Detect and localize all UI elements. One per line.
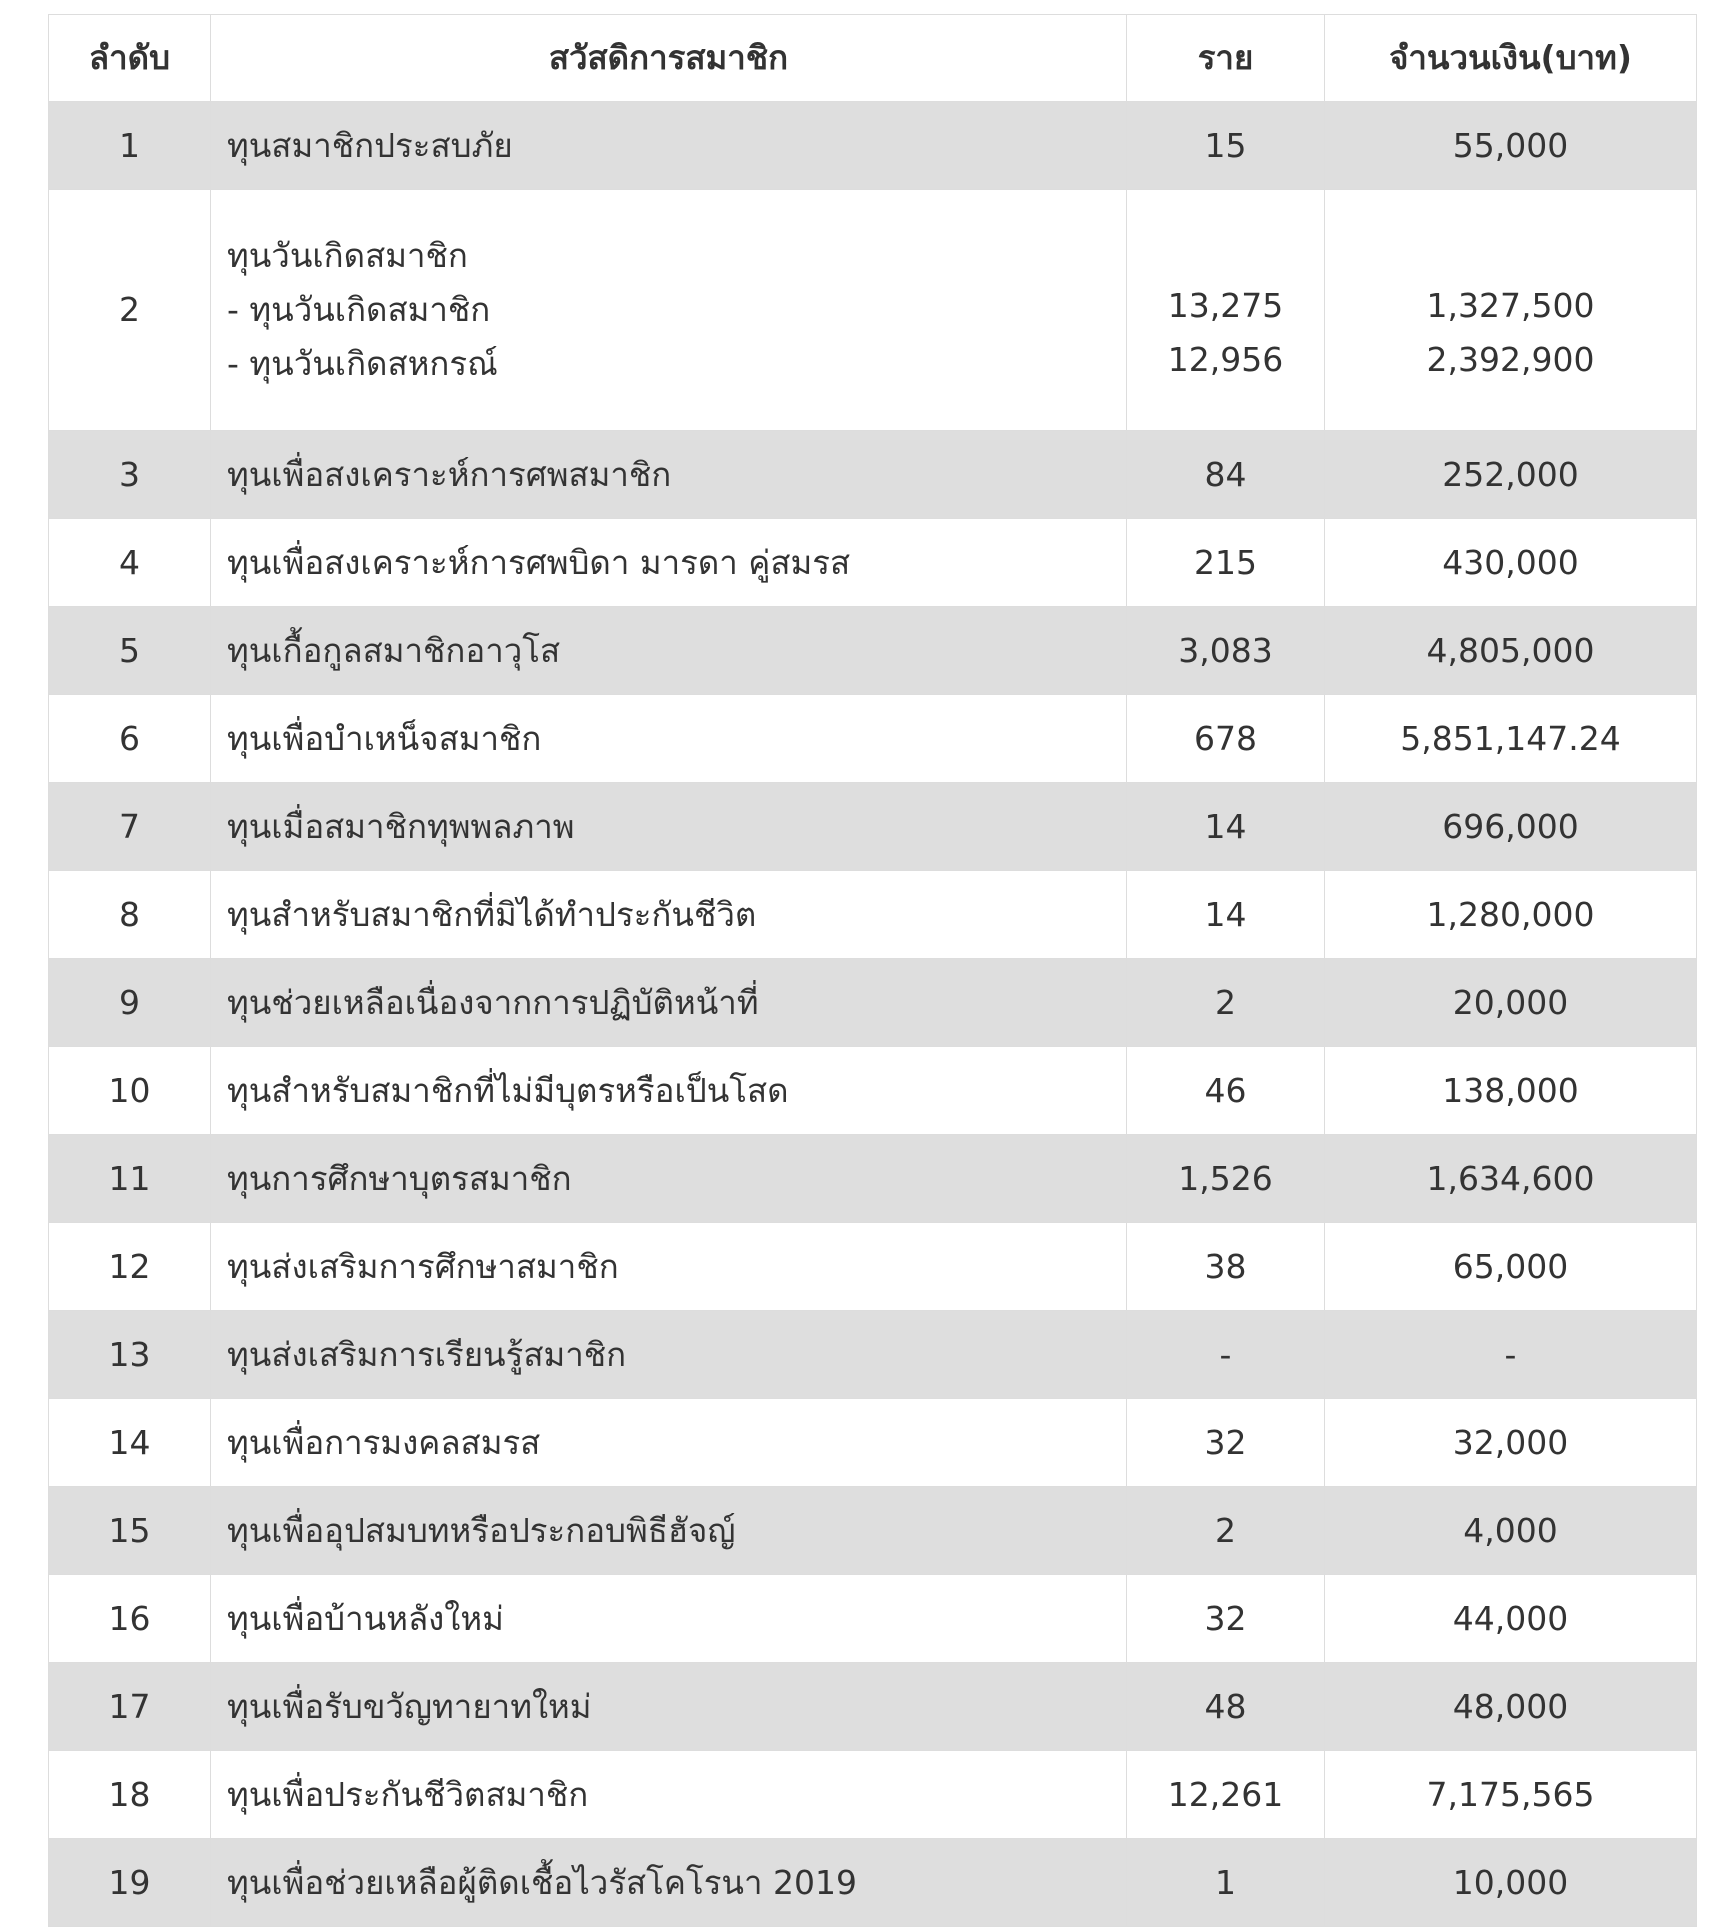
member-count <box>1127 519 1325 607</box>
welfare-name-line: ทุนเพื่อรับขวัญทายาทใหม่ <box>227 1686 592 1726</box>
row-number: 16 <box>49 1575 211 1663</box>
member-count-line: 84 <box>1204 454 1247 494</box>
row-number: 4 <box>49 519 211 607</box>
amount-baht <box>1325 1487 1697 1575</box>
table-row <box>49 1751 1697 1839</box>
amount-baht <box>1325 959 1697 1047</box>
member-count <box>1127 607 1325 695</box>
table-row <box>49 431 1697 519</box>
amount-baht <box>1325 607 1697 695</box>
member-count <box>1127 1399 1325 1487</box>
member-count <box>1127 1663 1325 1751</box>
amount-baht-line: 138,000 <box>1442 1070 1579 1110</box>
table-row <box>49 1399 1697 1487</box>
member-count-line: 2 <box>1215 1510 1236 1550</box>
row-number: 2 <box>49 190 211 431</box>
table-row <box>49 871 1697 959</box>
welfare-name <box>211 1751 1127 1839</box>
member-count-line: 678 <box>1194 718 1257 758</box>
member-count-line: 12,261 <box>1167 1774 1284 1814</box>
row-number: 1 <box>49 102 211 190</box>
member-count <box>1127 871 1325 959</box>
amount-baht <box>1325 190 1697 431</box>
welfare-name-line: ทุนส่งเสริมการศึกษาสมาชิก <box>227 1246 619 1286</box>
row-number: 7 <box>49 783 211 871</box>
amount-baht <box>1325 431 1697 519</box>
row-number: 11 <box>49 1135 211 1223</box>
row-number: 15 <box>49 1487 211 1575</box>
amount-baht-line: 2,392,900 <box>1426 340 1595 379</box>
table-row <box>49 1135 1697 1223</box>
member-count <box>1127 1047 1325 1135</box>
welfare-name <box>211 1575 1127 1663</box>
member-count <box>1127 431 1325 519</box>
amount-baht-line: 7,175,565 <box>1426 1774 1595 1814</box>
amount-baht-line: 4,805,000 <box>1426 630 1595 670</box>
amount-baht-line: 44,000 <box>1452 1598 1569 1638</box>
member-count-line: - <box>1219 1334 1232 1374</box>
welfare-name-line: ทุนเพื่ออุปสมบทหรือประกอบพิธีฮัจญ์ <box>227 1510 736 1550</box>
welfare-name <box>211 695 1127 783</box>
amount-baht-line: 55,000 <box>1452 125 1569 165</box>
member-count <box>1127 695 1325 783</box>
table-row <box>49 1487 1697 1575</box>
welfare-name-line: - ทุนวันเกิดสมาชิก <box>227 290 491 329</box>
member-count-line: 14 <box>1204 894 1247 934</box>
amount-baht <box>1325 783 1697 871</box>
member-count-line: 46 <box>1204 1070 1247 1110</box>
table-row <box>49 607 1697 695</box>
amount-baht <box>1325 1223 1697 1311</box>
row-number: 9 <box>49 959 211 1047</box>
welfare-name-line: - ทุนวันเกิดสหกรณ์ <box>227 344 498 383</box>
welfare-name <box>211 431 1127 519</box>
member-count-line: 38 <box>1204 1246 1247 1286</box>
welfare-name <box>211 1399 1127 1487</box>
amount-baht <box>1325 1399 1697 1487</box>
amount-baht <box>1325 1663 1697 1751</box>
welfare-name-line: ทุนเมื่อสมาชิกทุพพลภาพ <box>227 806 575 846</box>
member-count-line: 1 <box>1215 1862 1236 1902</box>
welfare-name <box>211 519 1127 607</box>
row-number: 3 <box>49 431 211 519</box>
member-count-line: 14 <box>1204 806 1247 846</box>
row-number: 19 <box>49 1839 211 1927</box>
amount-baht <box>1325 1751 1697 1839</box>
row-number: 14 <box>49 1399 211 1487</box>
table-row <box>49 1839 1697 1927</box>
amount-baht <box>1325 695 1697 783</box>
welfare-name <box>211 607 1127 695</box>
amount-baht <box>1325 102 1697 190</box>
welfare-name-line: ทุนวันเกิดสมาชิก <box>227 236 468 275</box>
member-count <box>1127 1487 1325 1575</box>
member-count <box>1127 1575 1325 1663</box>
row-number: 18 <box>49 1751 211 1839</box>
welfare-table-container <box>48 14 1696 1927</box>
amount-baht <box>1325 1839 1697 1927</box>
header-amount: จำนวนเงิน(บาท) <box>1325 15 1697 102</box>
table-row <box>49 1575 1697 1663</box>
amount-baht-line: 4,000 <box>1463 1510 1558 1550</box>
welfare-name <box>211 190 1127 431</box>
member-count-line: 48 <box>1204 1686 1247 1726</box>
member-count-line: 32 <box>1204 1422 1247 1462</box>
member-count <box>1127 1751 1325 1839</box>
welfare-name <box>211 871 1127 959</box>
amount-baht-line: 20,000 <box>1452 982 1569 1022</box>
table-row <box>49 102 1697 190</box>
amount-baht-line: 696,000 <box>1442 806 1579 846</box>
table-row <box>49 1311 1697 1399</box>
row-number: 8 <box>49 871 211 959</box>
welfare-name-line: ทุนเกื้อกูลสมาชิกอาวุโส <box>227 630 561 670</box>
row-number: 6 <box>49 695 211 783</box>
member-count-line: 2 <box>1215 982 1236 1022</box>
welfare-table <box>48 14 1697 1927</box>
row-number: 13 <box>49 1311 211 1399</box>
amount-baht <box>1325 1047 1697 1135</box>
member-count <box>1127 1223 1325 1311</box>
amount-baht-line: 430,000 <box>1442 542 1579 582</box>
welfare-name <box>211 1839 1127 1927</box>
amount-baht-line: 10,000 <box>1452 1862 1569 1902</box>
welfare-name-line: ทุนเพื่อสงเคราะห์การศพบิดา มารดา คู่สมรส <box>227 542 851 582</box>
welfare-name <box>211 1487 1127 1575</box>
amount-baht-line: 32,000 <box>1452 1422 1569 1462</box>
member-count <box>1127 190 1325 431</box>
table-header-row <box>49 15 1697 102</box>
welfare-name <box>211 783 1127 871</box>
table-row <box>49 519 1697 607</box>
member-count-line: 215 <box>1194 542 1257 582</box>
table-row <box>49 1223 1697 1311</box>
row-number: 17 <box>49 1663 211 1751</box>
row-number: 12 <box>49 1223 211 1311</box>
welfare-name-line: ทุนสำหรับสมาชิกที่ไม่มีบุตรหรือเป็นโสด <box>227 1070 789 1110</box>
amount-baht-line: 1,280,000 <box>1426 894 1595 934</box>
member-count-line: 3,083 <box>1178 630 1273 670</box>
amount-baht <box>1325 1575 1697 1663</box>
member-count-line: 12,956 <box>1167 340 1284 379</box>
table-row <box>49 695 1697 783</box>
welfare-name-line: ทุนช่วยเหลือเนื่องจากการปฏิบัติหน้าที่ <box>227 982 759 1022</box>
member-count-line: 1,526 <box>1178 1158 1273 1198</box>
welfare-name-line: ทุนสำหรับสมาชิกที่มิได้ทำประกันชีวิต <box>227 894 757 934</box>
amount-baht-line: 48,000 <box>1452 1686 1569 1726</box>
welfare-name <box>211 1663 1127 1751</box>
table-row <box>49 190 1697 431</box>
member-count-line: 15 <box>1204 125 1247 165</box>
member-count <box>1127 1839 1325 1927</box>
member-count-line: 13,275 <box>1167 286 1284 325</box>
welfare-name-line: ทุนส่งเสริมการเรียนรู้สมาชิก <box>227 1334 627 1374</box>
amount-baht <box>1325 1311 1697 1399</box>
amount-baht-line: 1,327,500 <box>1426 286 1595 325</box>
welfare-name <box>211 102 1127 190</box>
row-number: 5 <box>49 607 211 695</box>
member-count <box>1127 783 1325 871</box>
welfare-name-line: ทุนการศึกษาบุตรสมาชิก <box>227 1158 572 1198</box>
amount-baht-line: 5,851,147.24 <box>1400 718 1621 758</box>
amount-baht-line: 252,000 <box>1442 454 1579 494</box>
welfare-name <box>211 1135 1127 1223</box>
welfare-name-line: ทุนเพื่อประกันชีวิตสมาชิก <box>227 1774 589 1814</box>
welfare-name-line: ทุนเพื่อสงเคราะห์การศพสมาชิก <box>227 454 672 494</box>
member-count <box>1127 102 1325 190</box>
welfare-name <box>211 1047 1127 1135</box>
member-count <box>1127 1135 1325 1223</box>
member-count-line: 32 <box>1204 1598 1247 1638</box>
welfare-name-line: ทุนเพื่อการมงคลสมรส <box>227 1422 541 1462</box>
header-order: ลำดับ <box>49 15 211 102</box>
amount-baht-line: 65,000 <box>1452 1246 1569 1286</box>
table-row <box>49 783 1697 871</box>
table-row <box>49 1663 1697 1751</box>
welfare-name-line: ทุนสมาชิกประสบภัย <box>227 125 513 165</box>
table-row <box>49 959 1697 1047</box>
amount-baht-line: 1,634,600 <box>1426 1158 1595 1198</box>
welfare-name <box>211 1311 1127 1399</box>
welfare-name <box>211 959 1127 1047</box>
row-number: 10 <box>49 1047 211 1135</box>
header-count: ราย <box>1127 15 1325 102</box>
welfare-name-line: ทุนเพื่อบ้านหลังใหม่ <box>227 1598 504 1638</box>
amount-baht <box>1325 871 1697 959</box>
amount-baht <box>1325 1135 1697 1223</box>
welfare-name-line: ทุนเพื่อบำเหน็จสมาชิก <box>227 718 542 758</box>
welfare-name <box>211 1223 1127 1311</box>
table-body <box>49 102 1697 1927</box>
welfare-name-line: ทุนเพื่อช่วยเหลือผู้ติดเชื้อไวรัสโคโรนา 2019 <box>227 1862 857 1902</box>
amount-baht <box>1325 519 1697 607</box>
amount-baht-line: - <box>1504 1334 1517 1374</box>
header-welfare: สวัสดิการสมาชิก <box>211 15 1127 102</box>
member-count <box>1127 959 1325 1047</box>
member-count <box>1127 1311 1325 1399</box>
table-row <box>49 1047 1697 1135</box>
